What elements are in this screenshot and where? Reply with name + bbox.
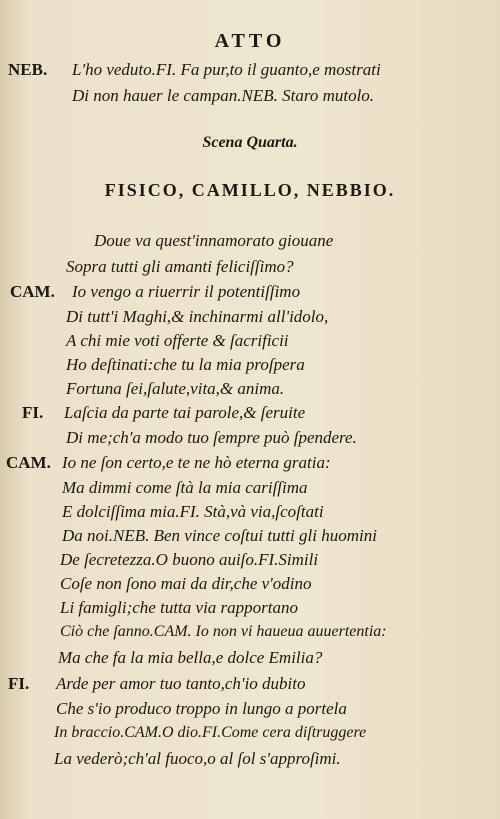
verse: Laſcia da parte tai parole,& ſeruite	[64, 403, 306, 422]
verse: A chi mie voti offerte & ſacrificii	[66, 331, 289, 350]
verse: Ma che fa la mia bella,e dolce Emilia?	[58, 648, 323, 667]
verse: La vederò;ch'al fuoco,o al ſol s'approſimi.	[54, 749, 341, 768]
speaker: CAM.	[6, 453, 51, 472]
speaker: NEB.	[8, 60, 48, 79]
verse: Fortuna ſei,ſalute,vita,& anima.	[66, 379, 285, 398]
verse-line	[0, 526, 500, 550]
verse-line	[0, 648, 500, 672]
verse: Che s'io produco troppo in lungo a portela	[56, 699, 347, 718]
verse: Arde per amor tuo tanto,ch'io dubito	[56, 674, 306, 693]
verse: E dolciſſima mia.FI. Stà,và via,ſcoſtati	[62, 502, 324, 521]
verse-line	[0, 453, 500, 477]
verse-line	[0, 574, 500, 598]
verse-line	[0, 724, 500, 748]
verse: Doue va quest'innamorato giouane	[94, 231, 334, 250]
verse: Di me;ch'a modo tuo ſempre può ſpendere.	[66, 428, 357, 447]
scene-title: Scena Quarta.	[202, 134, 298, 151]
verse-line	[0, 598, 500, 622]
verse: Li famigli;che tutta via rapportano	[60, 598, 298, 617]
verse-line	[0, 257, 500, 281]
speaker: FI.	[8, 674, 30, 693]
verse: Sopra tutti gli amanti feliciſſimo?	[66, 257, 294, 276]
verse: Coſe non ſono mai da dir,che v'odino	[60, 574, 312, 593]
verse: Io ne ſon certo,e te ne hò eterna gratia:	[62, 453, 331, 472]
verse-line	[0, 282, 500, 306]
verse: Ma dimmi come ſtà la mia cariſſima	[62, 478, 308, 497]
verse-line	[0, 749, 500, 773]
verse: Ho deſtinati:che tu la mia proſpera	[66, 355, 305, 374]
verse-line	[0, 331, 500, 355]
verse: Da noi.NEB. Ben vince coſtui tutti gli huomini	[62, 526, 377, 545]
verse: L'ho veduto.FI. Fa pur,to il guanto,e mostrati	[72, 60, 381, 79]
verse: Di tutt'i Maghi,& inchinarmi all'idolo,	[66, 307, 329, 326]
verse-line	[0, 699, 500, 723]
verse: De ſecretezza.O buono auiſo.FI.Simili	[60, 550, 319, 569]
page-header: ATTO	[214, 30, 286, 52]
verse-line	[0, 550, 500, 574]
verse-line	[0, 502, 500, 526]
verse: In braccio.CAM.O dio.FI.Come cera diſtruggere	[54, 724, 367, 741]
speaker: CAM.	[10, 282, 55, 301]
speaker: FI.	[22, 403, 44, 422]
verse-line	[0, 355, 500, 379]
verse-line	[0, 231, 500, 255]
cast-list: FISICO, CAMILLO, NEBBIO.	[104, 180, 396, 200]
verse: Ciò che ſanno.CAM. Io non vi haueua auuertentia:	[60, 623, 387, 640]
verse-line	[0, 403, 500, 427]
opening-line	[0, 60, 500, 84]
verse-line	[0, 623, 500, 647]
verse-line	[0, 428, 500, 452]
verse-line	[0, 307, 500, 331]
verse-line	[0, 478, 500, 502]
verse-line	[0, 674, 500, 698]
verse: Io vengo a riuerrir il potentiſſimo	[72, 282, 301, 301]
verse: Di non hauer le campan.NEB. Staro mutolo.	[72, 86, 375, 105]
opening-line	[0, 86, 500, 110]
verse-line	[0, 379, 500, 403]
